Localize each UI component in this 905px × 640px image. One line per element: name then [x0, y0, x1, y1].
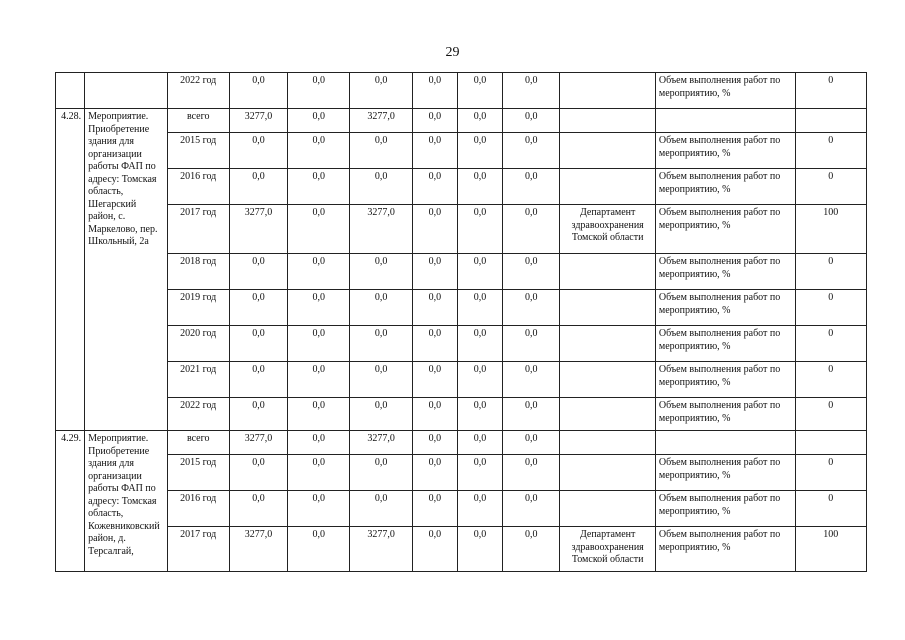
value-cell: 0,0: [288, 326, 350, 362]
value-cell: 0,0: [457, 431, 502, 455]
value-cell: 0,0: [229, 73, 287, 109]
value-cell: 0,0: [288, 205, 350, 254]
value-cell: 0,0: [288, 169, 350, 205]
value-cell: 0,0: [350, 491, 412, 527]
value-cell: 0,0: [229, 491, 287, 527]
value-cell: 0,0: [503, 431, 560, 455]
table-row: [56, 455, 867, 491]
indicator-cell: Объем выполнения работ по мероприятию, %: [655, 491, 795, 527]
indicator-cell: Объем выполнения работ по мероприятию, %: [655, 205, 795, 254]
indicator-cell: [655, 431, 795, 455]
value-cell: 0,0: [412, 169, 457, 205]
value-cell: 0,0: [350, 73, 412, 109]
value-cell: 0,0: [229, 455, 287, 491]
department-cell: [560, 169, 655, 205]
value-cell: 3277,0: [229, 527, 287, 572]
table-row: [56, 491, 867, 527]
value-cell: 0,0: [503, 527, 560, 572]
value-cell: 0,0: [229, 290, 287, 326]
value-cell: 0,0: [288, 398, 350, 431]
department-cell: [560, 326, 655, 362]
indicator-cell: Объем выполнения работ по мероприятию, %: [655, 362, 795, 398]
year-cell: 2016 год: [167, 169, 229, 205]
target-cell: 0: [795, 169, 866, 205]
indicator-cell: Объем выполнения работ по мероприятию, %: [655, 254, 795, 290]
department-cell: [560, 133, 655, 169]
year-cell: 2021 год: [167, 362, 229, 398]
department-cell: [560, 290, 655, 326]
year-cell: 2019 год: [167, 290, 229, 326]
target-cell: 100: [795, 205, 866, 254]
indicator-cell: Объем выполнения работ по мероприятию, %: [655, 133, 795, 169]
value-cell: 0,0: [503, 169, 560, 205]
index-cell: 4.29.: [56, 431, 85, 572]
value-cell: 0,0: [350, 362, 412, 398]
target-cell: 0: [795, 455, 866, 491]
department-cell: Департамент здравоохранения Томской области: [560, 205, 655, 254]
page-number: 29: [445, 45, 460, 60]
value-cell: 0,0: [350, 398, 412, 431]
table-body: [56, 73, 867, 572]
year-cell: 2018 год: [167, 254, 229, 290]
value-cell: 0,0: [457, 73, 502, 109]
department-cell: [560, 109, 655, 133]
value-cell: 0,0: [412, 133, 457, 169]
indicator-cell: Объем выполнения работ по мероприятию, %: [655, 326, 795, 362]
value-cell: 0,0: [350, 455, 412, 491]
value-cell: 0,0: [288, 491, 350, 527]
value-cell: 0,0: [503, 205, 560, 254]
value-cell: 0,0: [457, 491, 502, 527]
target-cell: [795, 431, 866, 455]
value-cell: 0,0: [457, 527, 502, 572]
value-cell: 0,0: [412, 326, 457, 362]
year-cell: 2022 год: [167, 398, 229, 431]
value-cell: 0,0: [288, 527, 350, 572]
value-cell: 0,0: [457, 455, 502, 491]
indicator-cell: Объем выполнения работ по мероприятию, %: [655, 455, 795, 491]
value-cell: 0,0: [503, 254, 560, 290]
table-row: [56, 362, 867, 398]
value-cell: 0,0: [288, 109, 350, 133]
program-table: [55, 72, 867, 572]
value-cell: 0,0: [457, 254, 502, 290]
value-cell: 0,0: [457, 133, 502, 169]
value-cell: 0,0: [503, 326, 560, 362]
name-cell: Мероприятие. Приобретение здания для организации работы ФАП по адресу: Томская область, Шегарский район, с. Маркелово, пер. Школьный, 2а: [85, 109, 167, 431]
value-cell: 0,0: [412, 527, 457, 572]
value-cell: 0,0: [457, 326, 502, 362]
department-cell: [560, 254, 655, 290]
value-cell: 0,0: [288, 254, 350, 290]
department-cell: [560, 73, 655, 109]
value-cell: 3277,0: [350, 205, 412, 254]
table-row: [56, 290, 867, 326]
year-cell: 2015 год: [167, 455, 229, 491]
table-row: [56, 133, 867, 169]
indicator-cell: Объем выполнения работ по мероприятию, %: [655, 398, 795, 431]
value-cell: 0,0: [503, 109, 560, 133]
value-cell: 0,0: [350, 254, 412, 290]
year-cell: 2017 год: [167, 205, 229, 254]
value-cell: 3277,0: [229, 109, 287, 133]
index-cell: [56, 73, 85, 109]
table-row: [56, 398, 867, 431]
target-cell: 0: [795, 326, 866, 362]
year-cell: 2017 год: [167, 527, 229, 572]
year-cell: 2016 год: [167, 491, 229, 527]
table-row: [56, 73, 867, 109]
target-cell: 100: [795, 527, 866, 572]
target-cell: 0: [795, 133, 866, 169]
value-cell: 0,0: [503, 133, 560, 169]
value-cell: 0,0: [288, 73, 350, 109]
value-cell: 0,0: [457, 362, 502, 398]
value-cell: 0,0: [229, 169, 287, 205]
department-cell: Департамент здравоохранения Томской области: [560, 527, 655, 572]
value-cell: 0,0: [288, 133, 350, 169]
target-cell: [795, 109, 866, 133]
value-cell: 0,0: [457, 109, 502, 133]
indicator-cell: Объем выполнения работ по мероприятию, %: [655, 527, 795, 572]
value-cell: 0,0: [288, 431, 350, 455]
value-cell: 0,0: [412, 109, 457, 133]
year-cell: 2020 год: [167, 326, 229, 362]
value-cell: 0,0: [503, 455, 560, 491]
department-cell: [560, 398, 655, 431]
table-row: [56, 326, 867, 362]
value-cell: 0,0: [503, 290, 560, 326]
value-cell: 0,0: [503, 362, 560, 398]
value-cell: 0,0: [412, 455, 457, 491]
value-cell: 0,0: [229, 133, 287, 169]
value-cell: 0,0: [503, 398, 560, 431]
value-cell: 3277,0: [350, 431, 412, 455]
value-cell: 0,0: [412, 205, 457, 254]
name-cell: [85, 73, 167, 109]
value-cell: 0,0: [229, 362, 287, 398]
value-cell: 0,0: [350, 169, 412, 205]
table-row: [56, 254, 867, 290]
table-row: [56, 109, 867, 133]
target-cell: 0: [795, 290, 866, 326]
table-row: [56, 169, 867, 205]
value-cell: 0,0: [412, 73, 457, 109]
value-cell: 3277,0: [229, 205, 287, 254]
value-cell: 0,0: [412, 491, 457, 527]
value-cell: 0,0: [229, 398, 287, 431]
value-cell: 3277,0: [229, 431, 287, 455]
target-cell: 0: [795, 73, 866, 109]
value-cell: 0,0: [229, 254, 287, 290]
table-row: [56, 431, 867, 455]
value-cell: 0,0: [412, 290, 457, 326]
value-cell: 0,0: [457, 169, 502, 205]
indicator-cell: Объем выполнения работ по мероприятию, %: [655, 290, 795, 326]
value-cell: 0,0: [288, 362, 350, 398]
department-cell: [560, 431, 655, 455]
value-cell: 0,0: [412, 398, 457, 431]
value-cell: 0,0: [350, 326, 412, 362]
indicator-cell: Объем выполнения работ по мероприятию, %: [655, 169, 795, 205]
index-cell: 4.28.: [56, 109, 85, 431]
value-cell: 0,0: [457, 398, 502, 431]
value-cell: 0,0: [412, 362, 457, 398]
value-cell: 0,0: [412, 431, 457, 455]
table-row: [56, 205, 867, 254]
value-cell: 0,0: [229, 326, 287, 362]
department-cell: [560, 455, 655, 491]
year-cell: 2022 год: [167, 73, 229, 109]
value-cell: 0,0: [350, 133, 412, 169]
year-cell: 2015 год: [167, 133, 229, 169]
value-cell: 0,0: [412, 254, 457, 290]
indicator-cell: [655, 109, 795, 133]
value-cell: 0,0: [457, 205, 502, 254]
value-cell: 0,0: [288, 290, 350, 326]
department-cell: [560, 491, 655, 527]
value-cell: 0,0: [288, 455, 350, 491]
table-row: [56, 527, 867, 572]
value-cell: 3277,0: [350, 527, 412, 572]
value-cell: 0,0: [350, 290, 412, 326]
department-cell: [560, 362, 655, 398]
value-cell: 0,0: [457, 290, 502, 326]
year-cell: всего: [167, 109, 229, 133]
name-cell: Мероприятие. Приобретение здания для организации работы ФАП по адресу: Томская область, Кожевниковский район, д. Терсалгай,: [85, 431, 167, 572]
target-cell: 0: [795, 362, 866, 398]
target-cell: 0: [795, 254, 866, 290]
year-cell: всего: [167, 431, 229, 455]
target-cell: 0: [795, 398, 866, 431]
value-cell: 3277,0: [350, 109, 412, 133]
target-cell: 0: [795, 491, 866, 527]
value-cell: 0,0: [503, 73, 560, 109]
value-cell: 0,0: [503, 491, 560, 527]
indicator-cell: Объем выполнения работ по мероприятию, %: [655, 73, 795, 109]
